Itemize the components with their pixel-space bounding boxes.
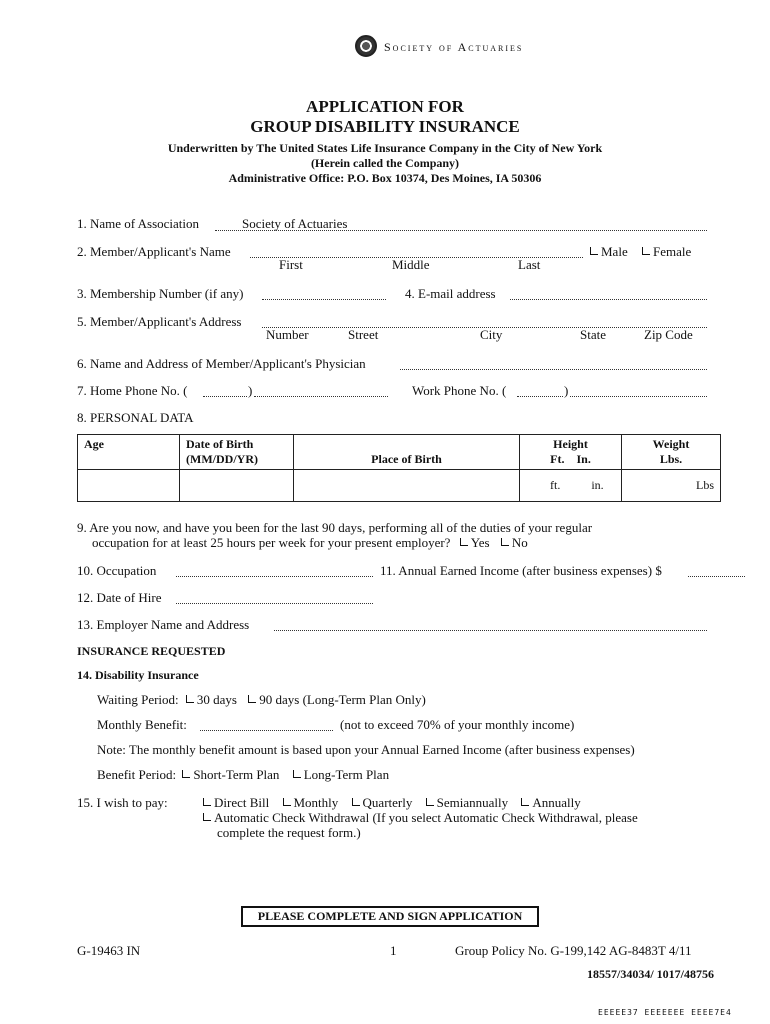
q8-label: 8. PERSONAL DATA	[77, 410, 194, 425]
female-checkbox[interactable]: Female	[642, 244, 691, 260]
quarterly-checkbox[interactable]: Quarterly	[352, 795, 413, 810]
age-cell[interactable]	[78, 470, 180, 502]
checkbox-icon	[283, 798, 291, 806]
policy-number: Group Policy No. G-199,142 AG-8483T 4/11	[455, 943, 692, 958]
male-checkbox[interactable]: Male	[590, 244, 628, 260]
direct-bill-checkbox[interactable]: Direct Bill	[203, 795, 269, 810]
dob-header: Date of Birth (MM/DD/YR)	[180, 435, 294, 470]
short-term-checkbox[interactable]: Short-Term Plan	[182, 767, 279, 782]
checkbox-icon	[460, 538, 468, 546]
q5-label: 5. Member/Applicant's Address	[77, 314, 242, 329]
q7-label: 7. Home Phone No. (	[77, 383, 188, 398]
payment-options-row	[203, 795, 581, 811]
home-phone-field[interactable]	[254, 396, 388, 397]
yes-checkbox[interactable]: Yes	[460, 535, 490, 550]
benefit-period-row: Benefit Period: Short-Term Plan Long-Term Plan	[97, 767, 390, 782]
last-caption: Last	[518, 257, 541, 272]
date-of-hire-field[interactable]	[176, 603, 373, 604]
pob-header: Place of Birth	[294, 435, 520, 470]
state-caption: State	[580, 327, 606, 342]
herein-line: (Herein called the Company)	[310, 156, 460, 170]
note-text: Note: The monthly benefit amount is based upon your Annual Earned Income (after business expenses)	[97, 742, 635, 757]
employer-field[interactable]	[274, 630, 707, 631]
middle-caption: Middle	[392, 257, 430, 272]
street-caption: Street	[348, 327, 379, 342]
barcode-text: EEEEE37 EEEEEEE EEEE7E4	[598, 1008, 732, 1017]
q13-label: 13. Employer Name and Address	[77, 617, 250, 632]
checkbox-icon	[642, 247, 650, 255]
checkbox-icon	[203, 798, 211, 806]
q9-line-2: occupation for at least 25 hours per week for your present employer? Yes No	[92, 535, 528, 550]
q3-label: 3. Membership Number (if any)	[77, 286, 244, 301]
checkbox-icon	[293, 770, 301, 778]
association-line	[215, 230, 707, 231]
please-complete-box: PLEASE COMPLETE AND SIGN APPLICATION	[241, 906, 539, 927]
annual-income-field[interactable]	[688, 576, 745, 577]
q10-label: 10. Occupation	[77, 563, 157, 578]
zip-caption: Zip Code	[644, 327, 693, 342]
height-cell[interactable]: ft. in.	[520, 470, 622, 502]
weight-header: Weight Lbs.	[622, 435, 721, 470]
semiannually-checkbox[interactable]: Semiannually	[426, 795, 509, 810]
checkbox-icon	[182, 770, 190, 778]
checkbox-icon	[186, 695, 194, 703]
q14-label: 14. Disability Insurance	[77, 668, 199, 682]
no-checkbox[interactable]: No	[501, 535, 528, 550]
monthly-checkbox[interactable]: Monthly	[283, 795, 339, 810]
codes-line: 18557/34034/ 1017/48756	[587, 967, 715, 981]
work-phone-label: Work Phone No. (	[412, 383, 507, 398]
q6-label: 6. Name and Address of Member/Applicant's Physician	[77, 356, 366, 371]
physician-field[interactable]	[400, 369, 707, 370]
checkbox-icon	[426, 798, 434, 806]
dob-cell[interactable]	[180, 470, 294, 502]
waiting-period-row: Waiting Period: 30 days 90 days (Long-Term Plan Only)	[97, 692, 426, 707]
work-phone-field[interactable]	[570, 396, 707, 397]
q7-close: )	[248, 383, 253, 398]
checkbox-icon	[203, 813, 211, 821]
q11-label: 11. Annual Earned Income (after business expenses) $	[380, 563, 662, 578]
email-field[interactable]	[510, 299, 707, 300]
home-area-code-field[interactable]	[203, 396, 247, 397]
occupation-field[interactable]	[176, 576, 373, 577]
checkbox-icon	[521, 798, 529, 806]
work-close: )	[564, 383, 569, 398]
first-caption: First	[279, 257, 303, 272]
checkbox-icon	[352, 798, 360, 806]
q15-label: 15. I wish to pay:	[77, 795, 168, 810]
title-line-1: APPLICATION FOR	[306, 97, 464, 116]
weight-cell[interactable]: Lbs	[622, 470, 721, 502]
wait-90-checkbox[interactable]: 90 days (Long-Term Plan Only)	[248, 692, 426, 707]
monthly-benefit-label: Monthly Benefit:	[97, 717, 187, 732]
auto-check-line-2: complete the request form.)	[217, 825, 361, 840]
office-line: Administrative Office: P.O. Box 10374, Des Moines, IA 50306	[228, 171, 542, 185]
city-caption: City	[480, 327, 503, 342]
monthly-benefit-field[interactable]	[200, 730, 333, 731]
underwritten-line: Underwritten by The United States Life Insurance Company in the City of New York	[167, 141, 603, 155]
monthly-benefit-note: (not to exceed 70% of your monthly income)	[340, 717, 575, 732]
q9-line-1: 9. Are you now, and have you been for the last 90 days, performing all of the duties of your regular	[77, 520, 593, 535]
soa-logo-icon	[355, 35, 377, 57]
pob-cell[interactable]	[294, 470, 520, 502]
q12-label: 12. Date of Hire	[77, 590, 162, 605]
number-caption: Number	[266, 327, 309, 342]
auto-check-checkbox[interactable]: Automatic Check Withdrawal (If you select Automatic Check Withdrawal, please	[203, 810, 638, 826]
height-header: Height Ft. In.	[520, 435, 622, 470]
association-name-value[interactable]: Society of Actuaries	[242, 216, 348, 231]
checkbox-icon	[248, 695, 256, 703]
logo-text: Society of Actuaries	[384, 40, 524, 54]
title-line-2: GROUP DISABILITY INSURANCE	[250, 117, 520, 136]
page-number: 1	[390, 943, 397, 958]
q2-label: 2. Member/Applicant's Name	[77, 244, 231, 259]
checkbox-icon	[590, 247, 598, 255]
q4-label: 4. E-mail address	[405, 286, 496, 301]
membership-number-field[interactable]	[262, 299, 386, 300]
long-term-checkbox[interactable]: Long-Term Plan	[293, 767, 389, 782]
age-header: Age	[78, 435, 180, 470]
q1-label: 1. Name of Association	[77, 216, 200, 231]
personal-data-table	[77, 434, 721, 502]
work-area-code-field[interactable]	[517, 396, 563, 397]
annually-checkbox[interactable]: Annually	[521, 795, 580, 810]
checkbox-icon	[501, 538, 509, 546]
wait-30-checkbox[interactable]: 30 days	[186, 692, 237, 707]
insurance-requested-heading: INSURANCE REQUESTED	[77, 644, 226, 658]
form-number: G-19463 IN	[77, 943, 141, 958]
